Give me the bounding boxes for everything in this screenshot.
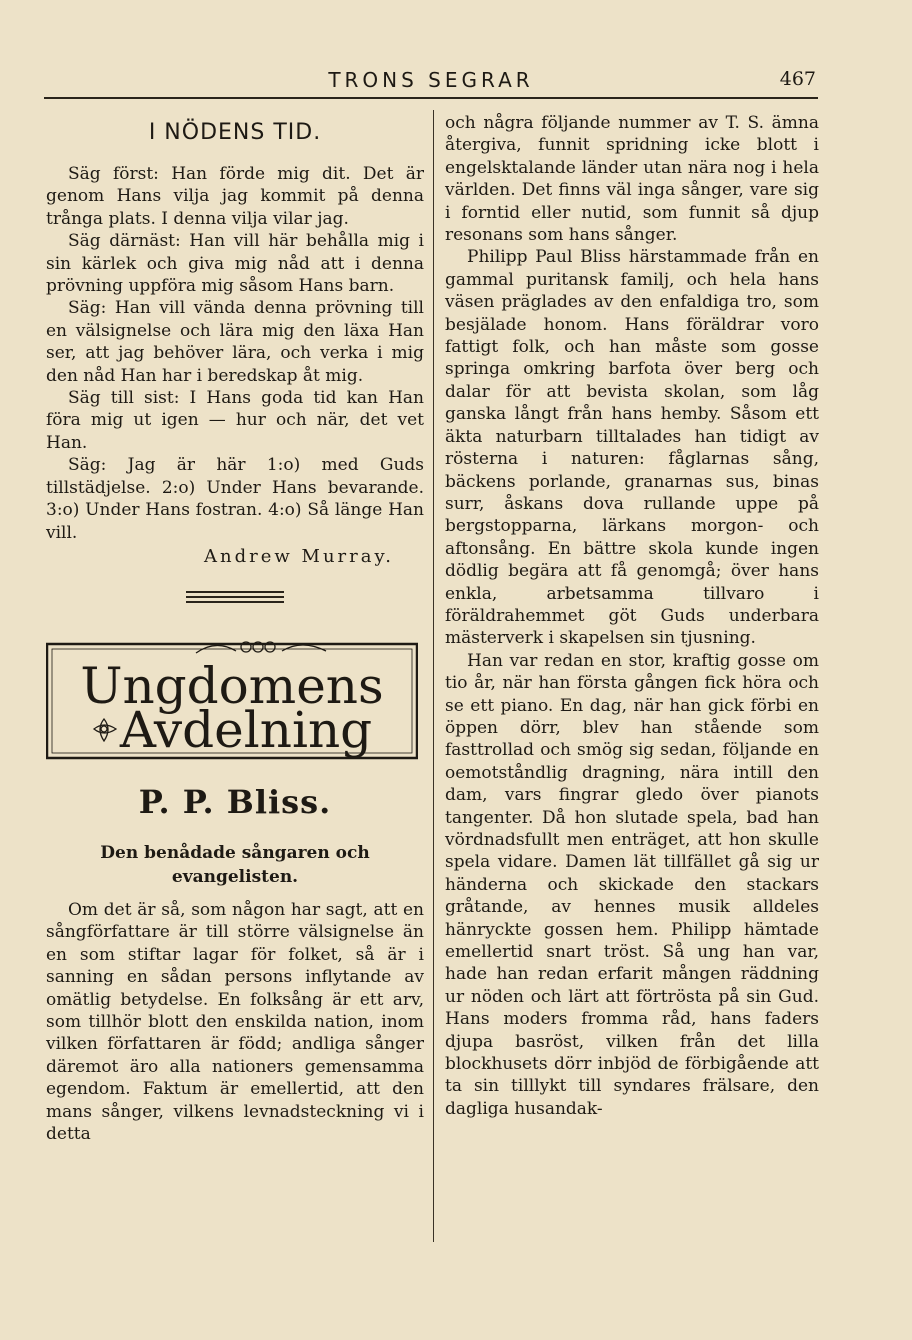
article-title: P. P. Bliss. — [138, 782, 332, 821]
poem-paragraph: Säg: Han vill vända denna prövning till en välsignelse och lära mig den läxa Han ser, att jag behöver lära, och verka i mig den nåd Han har i beredskap åt mig. — [46, 298, 424, 386]
article-paragraph: Han var redan en stor, kraftig gosse om tio år, när han första gången fick höra och se ett piano. En dag, när han gick förbi en öppen dörr, blev han stående som fasttrollad och smög sig sedan, följande en oemotståndlig dragning, nära intill den dam, vars fingrar gledo över pianots tangenter. Då hon slutade spela, bad han vördnadsfullt men enträget, att hon skulle spela vidare. Damen lät tillfället gå sig ur händerna och skickade den stackars gråtande, av hennes musik alldeles hänryckte gossen hem. Philipp hämtade emellertid snart tröst. Så ung han var, hade han redan erfarit mången räddning ur nöden och lärt att förtrösta på sin Gud. Hans moders fromma råd, hans faders djupa basröst, vilken från det lilla blockhusets dörr inbjöd de förbigående att ta sin tilllykt till syndares frälsare, den dagliga husandak- — [445, 650, 819, 1119]
left-column — [46, 112, 424, 1145]
banner-line-2: Avdelning — [119, 700, 373, 759]
poem-paragraph: Säg till sist: I Hans goda tid kan Han föra mig ut igen — hur och när, det vet Han. — [46, 388, 424, 453]
section-ornament — [186, 591, 284, 603]
article-subtitle: Den benådade sångaren och evangelisten. — [100, 842, 370, 887]
running-header — [44, 64, 818, 94]
poem-title: I NÖDENS TID. — [148, 120, 322, 145]
youth-section-banner — [46, 641, 418, 761]
right-column — [445, 112, 819, 1120]
page-number: 467 — [779, 68, 816, 90]
poem-paragraph: Säg: Jag är här 1:o) med Guds tillstädjelse. 2:o) Under Hans bevarande. 3:o) Under Hans fostran. 4:o) Så länge Han vill. — [46, 455, 424, 543]
poem-paragraph: Säg därnäst: Han vill här behålla mig i sin kärlek och giva mig nåd att i denna prövning uppföra mig såsom Hans barn. — [46, 231, 424, 297]
banner-line-1: Ungdomens — [80, 656, 384, 715]
poem-paragraph: Säg först: Han förde mig dit. Det är genom Hans vilja jag kommit på denna trånga plats. I denna vilja vilar jag. — [46, 164, 424, 229]
header-rule — [44, 97, 818, 99]
poem-signature: Andrew Murray. — [204, 545, 394, 567]
column-divider — [433, 110, 434, 1242]
banner-frame — [46, 641, 418, 761]
article-paragraph: och några följande nummer av T. S. ämna återgiva, funnit spridning icke blott i engelsktalande länder utan nära nog i hela världen. Det finns väl inga sånger, vare sig i forntid eller nutid, som funnit så djup resonans som hans sånger. — [445, 113, 819, 246]
running-title: TRONS SEGRAR — [328, 68, 534, 92]
article-paragraph: Philipp Paul Bliss härstammade från en gammal puritansk familj, och hela hans väsen präglades av den enfaldiga tro, som besjälade honom. Hans föräldrar voro fattigt folk, och han måste som gosse springa omkring barfota över berg och dalar för att bevista skolan, som låg ganska långt från hans hemby. Såsom ett äkta naturbarn tilltalades han tidigt av rösterna i naturen: fåglarnas sång, bäckens porlande, granarnas sus, binas surr, åskans dova rullande uppe på bergstopparna, lärkans morgon- och aftonsång. En bättre skola kunde ingen dödlig begära att få genomgå; över hans enkla, arbetsamma tillvaro i föräldrahemmet göt Guds underbara mästerverk i skapelsen sin tjusning. — [445, 247, 819, 649]
article-paragraph: Om det är så, som någon har sagt, att en sångförfattare är till större välsignelse än en som stiftar lagar för folket, så är i sanning en sådan persons inflytande av omätlig betydelse. En folksång är ett arv, som tillhör blott den enskilda nation, inom vilken författaren är född; andliga sånger däremot äro alla nationers gemensamma egendom. Faktum är emellertid, att den mans sånger, vilkens levnadsteckning vi i detta — [46, 899, 424, 1144]
